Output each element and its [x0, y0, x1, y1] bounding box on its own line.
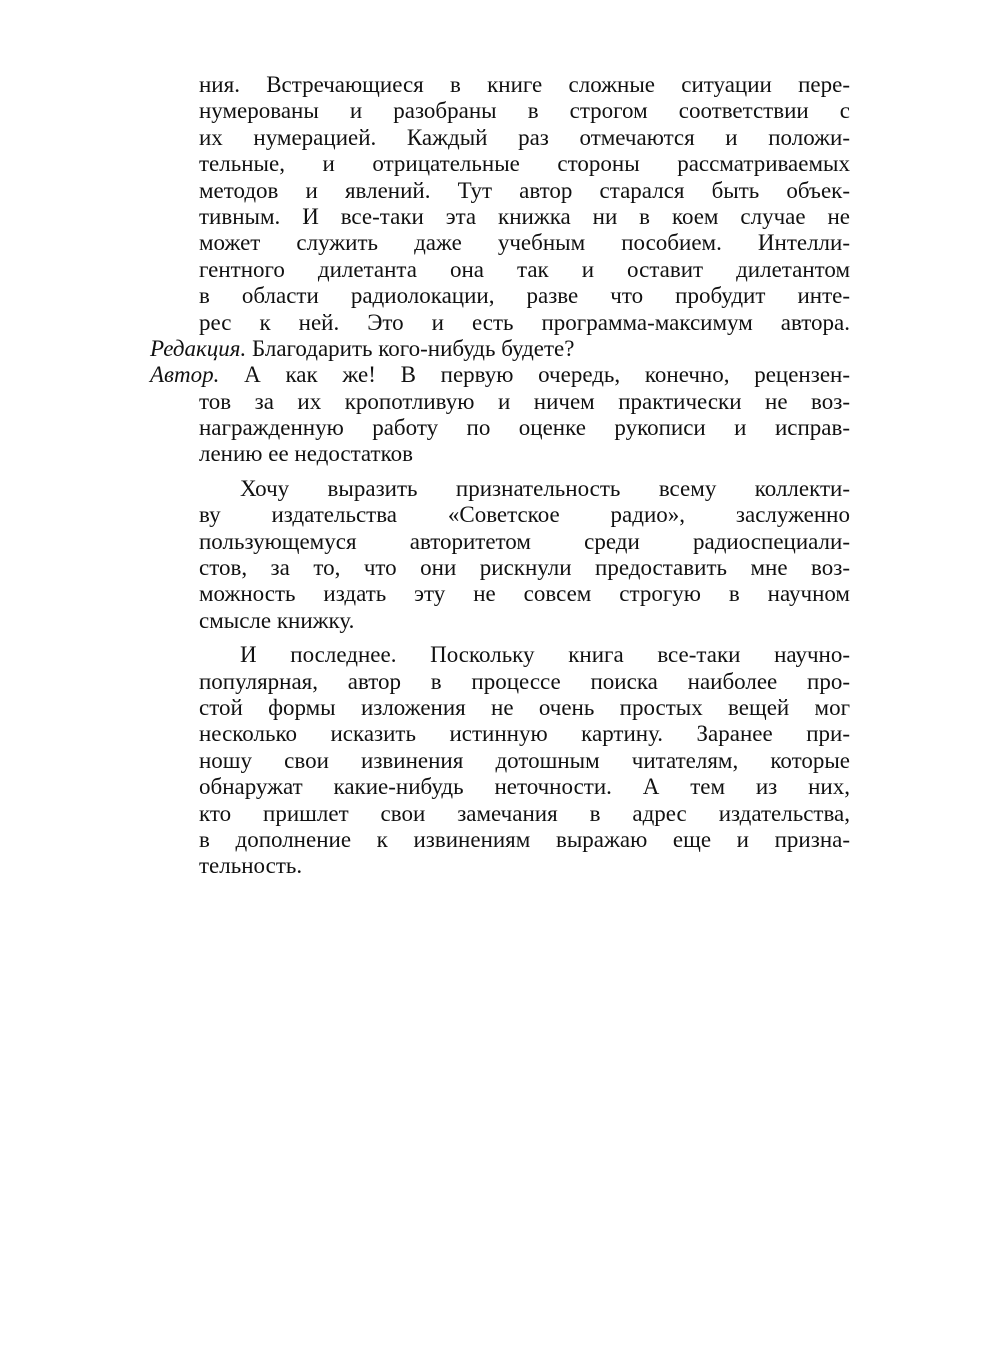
author-reply	[150, 362, 850, 468]
text-line: стой формы изложения не очень простых вещей мог	[199, 694, 850, 720]
text-line: лению ее недостатков	[199, 441, 413, 467]
text-line: тов за их кропотливую и ничем практически не воз-	[199, 388, 850, 414]
text-line: рес к ней. Это и есть программа-максимум автора.	[199, 309, 850, 335]
intro-paragraph	[150, 72, 850, 336]
text-line: в дополнение к извинениям выражаю еще и призна-	[199, 826, 850, 852]
text-line: тивным. И все-таки эта книжка ни в коем случае не	[199, 203, 850, 229]
text-line: стов, за то, что они рискнули предоставить мне воз-	[199, 555, 850, 581]
text-line: нумерованы и разобраны в строгом соответствии с	[199, 98, 850, 124]
paragraph-gap	[150, 634, 850, 642]
text-line: награжденную работу по оценке рукописи и исправ-	[199, 415, 850, 441]
text-line: тельные, и отрицательные стороны рассматриваемых	[199, 151, 850, 177]
text-line: их нумерацией. Каждый раз отмечаются и положи-	[199, 124, 850, 150]
text-line: несколько исказить истинную картину. Заранее при-	[199, 721, 850, 747]
text-line: гентного дилетанта она так и оставит дилетантом	[199, 256, 850, 282]
author-reply-text: А как же! В первую очередь, конечно, рецензен-	[219, 362, 850, 388]
last-paragraph	[150, 642, 850, 880]
text-line: методов и явлений. Тут автор старался быть объек-	[199, 177, 850, 203]
editor-question-text: Благодарить кого-нибудь будете?	[246, 335, 575, 361]
text-line: смысле книжку.	[199, 607, 355, 633]
text-line: обнаружат какие-нибудь неточности. А тем из них,	[199, 774, 850, 800]
text-line: ношу свои извинения дотошным читателям, которые	[199, 747, 850, 773]
text-line: Хочу выразить признательность всему коллекти-	[240, 475, 850, 501]
editor-speaker-label: Редакция.	[150, 335, 247, 361]
text-line: может служить даже учебным пособием. Интелли-	[199, 230, 850, 256]
text-line: можность издать эту не совсем строгую в научном	[199, 581, 850, 607]
author-first-line	[150, 362, 850, 388]
text-line: пользующемуся авторитетом среди радиоспециали-	[199, 528, 850, 554]
editor-question	[150, 336, 850, 362]
text-line: тельность.	[199, 853, 303, 879]
text-line: ния. Встречающиеся в книге сложные ситуации пере-	[199, 72, 850, 97]
author-speaker-label: Автор.	[150, 362, 220, 388]
text-line: в области радиолокации, разве что пробудит инте-	[199, 283, 850, 309]
text-line: кто пришлет свои замечания в адрес издательства,	[199, 800, 850, 826]
page-text	[150, 72, 850, 880]
text-line: популярная, автор в процессе поиска наиболее про-	[199, 668, 850, 694]
paragraph-gap	[150, 468, 850, 476]
thanks-paragraph	[150, 476, 850, 634]
text-line: ву издательства «Советское радио», заслуженно	[199, 502, 850, 528]
text-line: И последнее. Поскольку книга все-таки научно-	[240, 642, 850, 668]
